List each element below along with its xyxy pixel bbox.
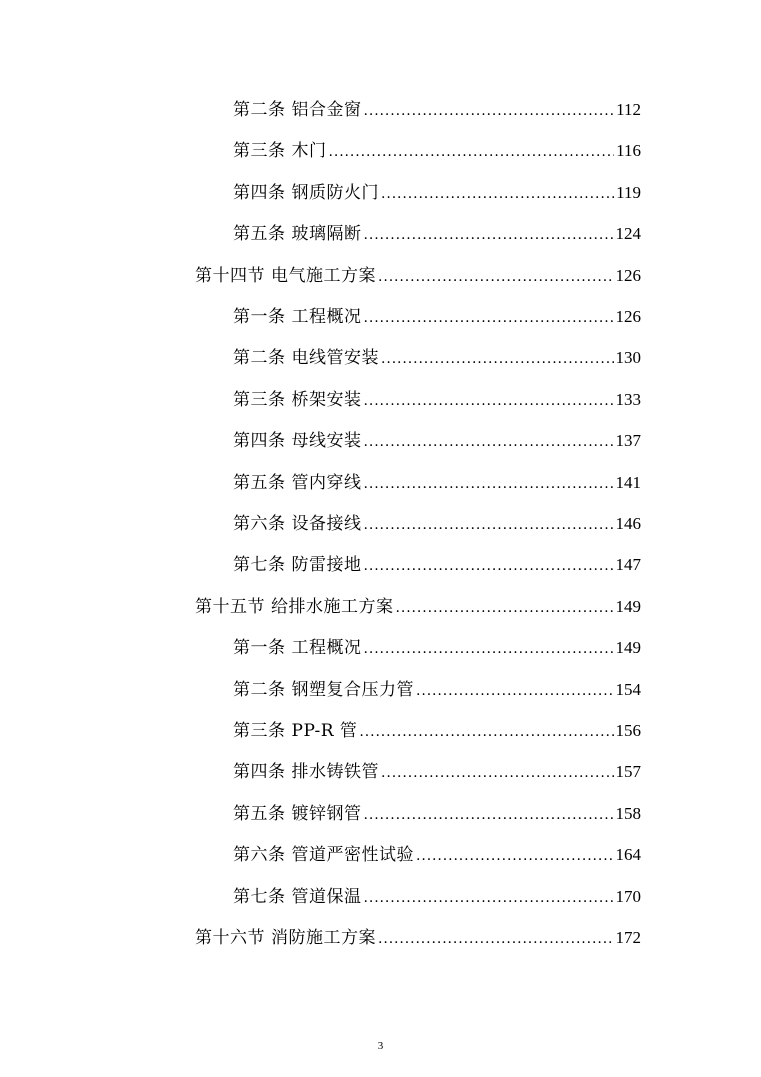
toc-entry-heading	[195, 918, 376, 959]
toc-entry-number: 第十五节	[195, 596, 265, 617]
toc-entry-heading	[233, 421, 362, 462]
toc-entry-heading	[195, 587, 394, 628]
toc-entry-heading	[233, 297, 362, 338]
toc-section-entry[interactable]	[195, 255, 641, 296]
toc-entry-number: 第六条	[233, 845, 286, 866]
toc-dot-leader	[381, 339, 614, 380]
toc-dot-leader	[364, 505, 614, 546]
toc-entry-page: 119	[616, 182, 641, 202]
toc-entry-title: 电线管安装	[291, 348, 379, 369]
toc-entry-heading	[233, 711, 357, 752]
toc-entry-number: 第七条	[233, 886, 286, 907]
toc-entry-page: 133	[615, 389, 641, 409]
toc-entry-number: 第五条	[233, 224, 286, 245]
toc-entry-title: 电气施工方案	[271, 265, 376, 286]
toc-article-entry[interactable]	[233, 296, 641, 337]
toc-dot-leader	[378, 919, 614, 960]
toc-article-entry[interactable]	[233, 172, 641, 213]
toc-entry-page: 146	[615, 514, 641, 533]
toc-section-entry[interactable]	[195, 586, 641, 627]
toc-article-entry[interactable]	[233, 462, 641, 503]
toc-entry-page: 149	[615, 596, 641, 616]
toc-entry-page: 141	[615, 472, 641, 492]
toc-article-entry[interactable]	[233, 420, 641, 461]
toc-entry-number: 第二条	[233, 348, 286, 369]
toc-entry-page: 147	[615, 555, 641, 575]
toc-entry-title: 管道保温	[291, 886, 362, 907]
toc-dot-leader	[364, 91, 615, 132]
toc-entry-number: 第三条	[233, 721, 286, 741]
toc-dot-leader	[364, 795, 614, 836]
toc-entry-number: 第一条	[233, 307, 286, 327]
toc-entry-heading	[233, 794, 362, 835]
toc-article-entry[interactable]	[233, 876, 641, 917]
toc-dot-leader	[364, 381, 614, 422]
toc-section-entry[interactable]	[195, 917, 641, 958]
toc-entry-page: 157	[615, 762, 641, 782]
toc-entry-heading	[233, 835, 414, 876]
toc-article-entry[interactable]	[233, 669, 641, 710]
toc-article-entry[interactable]	[233, 379, 641, 420]
toc-entry-heading	[195, 256, 376, 297]
toc-entry-title: 排水铸铁管	[291, 762, 379, 783]
toc-dot-leader	[359, 712, 613, 753]
toc-entry-title: 铝合金窗	[291, 100, 362, 120]
toc-entry-heading	[233, 173, 379, 214]
toc-entry-page: 124	[615, 224, 641, 244]
toc-article-entry[interactable]	[233, 213, 641, 254]
toc-entry-title: 防雷接地	[291, 555, 362, 576]
toc-entry-page: 158	[615, 803, 641, 823]
toc-entry-title: 管道严密性试验	[291, 845, 414, 866]
toc-entry-number: 第四条	[233, 182, 286, 203]
toc-entry-heading	[233, 877, 362, 918]
toc-entry-heading	[233, 545, 362, 586]
toc-entry-number: 第四条	[233, 431, 286, 452]
toc-entry-title: 玻璃隔断	[291, 224, 362, 245]
toc-article-entry[interactable]	[233, 834, 641, 875]
toc-entry-title: 消防施工方案	[271, 928, 376, 948]
toc-entry-heading	[233, 463, 362, 504]
toc-entry-number: 第四条	[233, 762, 286, 783]
toc-entry-number: 第二条	[233, 100, 286, 120]
toc-entry-page: 116	[616, 141, 641, 161]
toc-dot-leader	[378, 257, 614, 298]
toc-entry-heading	[233, 504, 362, 545]
toc-entry-heading	[233, 628, 362, 669]
toc-entry-page: 126	[615, 307, 641, 326]
toc-entry-number: 第十六节	[195, 928, 265, 948]
toc-article-entry[interactable]	[233, 544, 641, 585]
toc-entry-title: 母线安装	[291, 431, 362, 452]
toc-entry-heading	[233, 338, 379, 379]
toc-entry-title: 镀锌钢管	[291, 803, 362, 824]
toc-entry-title: 木门	[291, 141, 327, 162]
toc-entry-heading	[233, 670, 414, 711]
toc-article-entry[interactable]	[233, 130, 641, 171]
toc-article-entry[interactable]	[233, 89, 641, 130]
toc-entry-heading	[233, 214, 362, 255]
toc-entry-number: 第十四节	[195, 265, 265, 286]
toc-entry-number: 第六条	[233, 514, 286, 534]
toc-entry-number: 第一条	[233, 638, 286, 659]
toc-entry-title: 工程概况	[291, 638, 362, 659]
toc-dot-leader	[364, 629, 614, 670]
toc-entry-title: 钢质防火门	[291, 182, 379, 203]
toc-dot-leader	[381, 174, 614, 215]
toc-entry-title: 设备接线	[291, 514, 362, 534]
toc-article-entry[interactable]	[233, 337, 641, 378]
toc-entry-title: 桥架安装	[291, 389, 362, 410]
toc-dot-leader	[364, 422, 614, 463]
toc-article-entry[interactable]	[233, 751, 641, 792]
toc-article-entry[interactable]	[233, 503, 641, 544]
toc-entry-number: 第三条	[233, 389, 286, 410]
toc-entry-page: 130	[615, 348, 641, 368]
toc-dot-leader	[381, 753, 614, 794]
toc-entry-number: 第七条	[233, 555, 286, 576]
toc-dot-leader	[329, 132, 615, 173]
toc-dot-leader	[364, 298, 614, 339]
toc-entry-heading	[233, 752, 379, 793]
toc-entry-page: 156	[615, 721, 641, 740]
toc-entry-heading	[233, 90, 362, 131]
toc-entry-title: PP-R 管	[291, 721, 358, 741]
toc-dot-leader	[416, 671, 614, 712]
toc-entry-page: 172	[615, 928, 641, 947]
toc-entry-heading	[233, 131, 327, 172]
toc-article-entry[interactable]	[233, 627, 641, 668]
toc-article-entry[interactable]	[233, 793, 641, 834]
toc-article-entry[interactable]	[233, 710, 641, 751]
toc-entry-number: 第三条	[233, 141, 286, 162]
toc-entry-page: 170	[615, 886, 641, 906]
toc-dot-leader	[416, 836, 614, 877]
toc-dot-leader	[364, 215, 614, 256]
toc-dot-leader	[364, 546, 614, 587]
toc-entry-title: 给排水施工方案	[271, 596, 394, 617]
toc-entry-number: 第五条	[233, 472, 286, 493]
toc-entry-number: 第二条	[233, 679, 286, 700]
toc-dot-leader	[364, 464, 614, 505]
toc-entry-page: 154	[615, 679, 641, 699]
toc-entry-page: 137	[615, 431, 641, 451]
toc-entry-page: 126	[615, 265, 641, 285]
toc-entry-number: 第五条	[233, 803, 286, 824]
toc-dot-leader	[396, 588, 614, 629]
toc-dot-leader	[364, 878, 614, 919]
toc-entry-page: 149	[615, 638, 641, 658]
toc-entry-heading	[233, 380, 362, 421]
page-number: 3	[377, 1040, 384, 1052]
toc-entry-title: 钢塑复合压力管	[291, 679, 414, 700]
toc-entry-title: 管内穿线	[291, 472, 362, 493]
toc-entry-page: 112	[616, 100, 641, 119]
toc-entry-page: 164	[615, 845, 641, 865]
toc-entry-title: 工程概况	[291, 307, 362, 327]
